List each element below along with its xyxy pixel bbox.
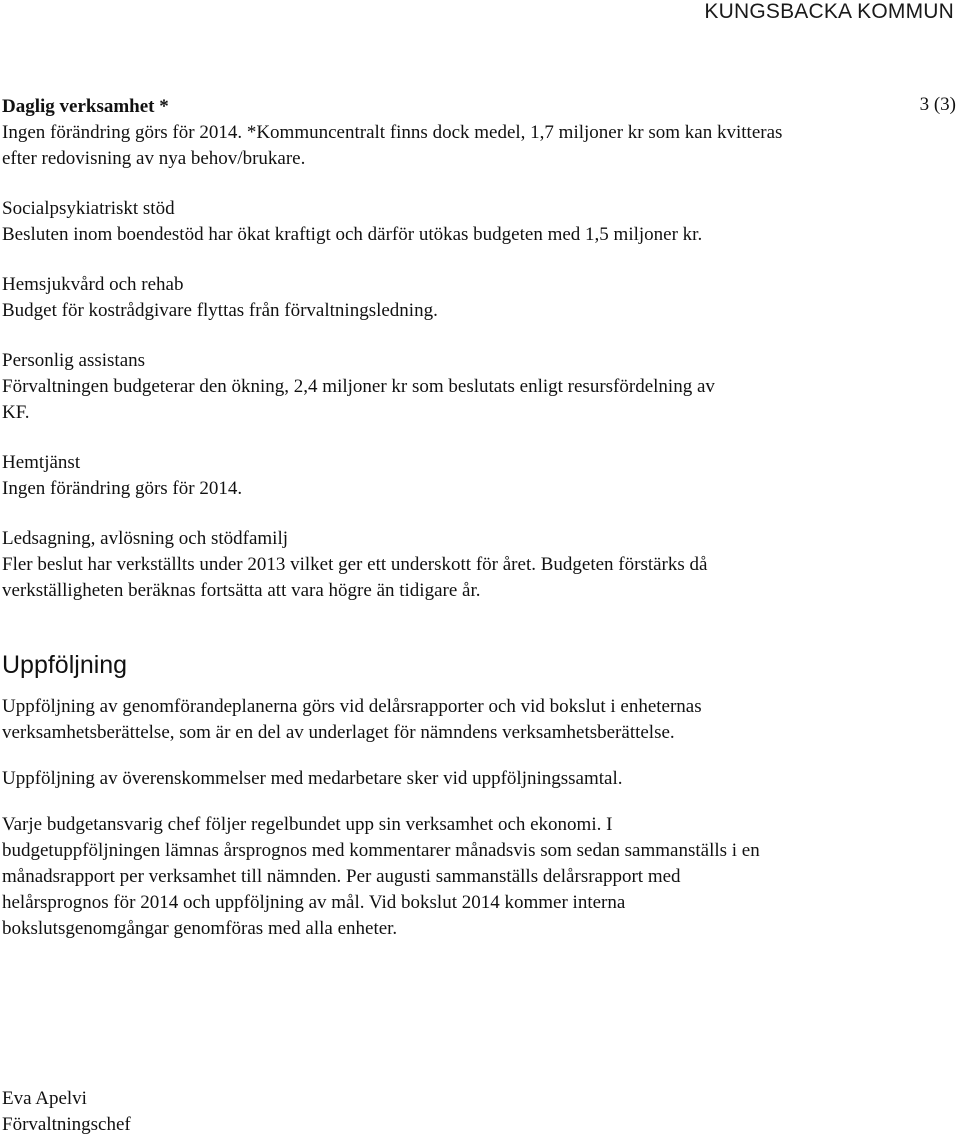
section-title: Ledsagning, avlösning och stödfamilj: [2, 528, 289, 549]
section-socialpsykiatriskt-stod: [2, 196, 942, 248]
section-title: Daglig verksamhet *: [2, 96, 169, 117]
section-title: Hemsjukvård och rehab: [2, 274, 184, 295]
section-title: Personlig assistans: [2, 350, 146, 371]
section-body: Budget för kostrådgivare flyttas från förvaltningsledning.: [2, 300, 438, 321]
signature-role: Förvaltningschef: [2, 1114, 131, 1135]
document-body: [2, 94, 942, 942]
section-body: Besluten inom boendestöd har ökat kraftigt och därför utökas budgeten med 1,5 miljoner kr.: [2, 224, 703, 245]
section-ledsagning: [2, 526, 942, 604]
followup-paragraph: Varje budgetansvarig chef följer regelbundet upp sin verksamhet och ekonomi. I budgetuppföljningen lämnas årsprognos med kommentarer månadsvis som sedan sammanställs i en månadsrapport per verksamhet till nämnden. Per augusti sammanställs delårsrapport med helårsprognos för 2014 och uppföljning av mål. Vid bokslut 2014 kommer interna bokslutsgenomgångar genomföras med alla enheter.: [2, 814, 760, 939]
signature-block: [2, 1086, 131, 1136]
section-daglig-verksamhet: [2, 94, 942, 172]
section-body: Ingen förändring görs för 2014.: [2, 478, 243, 499]
section-title: Socialpsykiatriskt stöd: [2, 198, 175, 219]
section-personlig-assistans: [2, 348, 942, 426]
page-number: 3 (3): [919, 94, 956, 115]
signature-name: Eva Apelvi: [2, 1088, 87, 1109]
section-title: Hemtjänst: [2, 452, 81, 473]
organization-name: KUNGSBACKA KOMMUN: [704, 0, 954, 23]
section-body: Fler beslut har verkställts under 2013 vilket ger ett underskott för året. Budgeten förstärks då verkställigheten beräknas fortsätta att vara högre än tidigare år.: [2, 554, 708, 601]
followup-heading: Uppföljning: [2, 651, 128, 679]
section-hemtjanst: [2, 450, 942, 502]
section-body: Förvaltningen budgeterar den ökning, 2,4 miljoner kr som beslutats enligt resursfördelning av KF.: [2, 376, 715, 423]
section-hemsjukvard-rehab: [2, 272, 942, 324]
followup-paragraph: Uppföljning av genomförandeplanerna görs vid delårsrapporter och vid bokslut i enheternas verksamhetsberättelse, som är en del av underlaget för nämndens verksamhetsberättelse.: [2, 696, 702, 743]
section-body: Ingen förändring görs för 2014. *Kommuncentralt finns dock medel, 1,7 miljoner kr som kan kvitteras efter redovisning av nya behov/brukare.: [2, 122, 783, 169]
followup-paragraph: Uppföljning av överenskommelser med medarbetare sker vid uppföljningssamtal.: [2, 768, 623, 789]
